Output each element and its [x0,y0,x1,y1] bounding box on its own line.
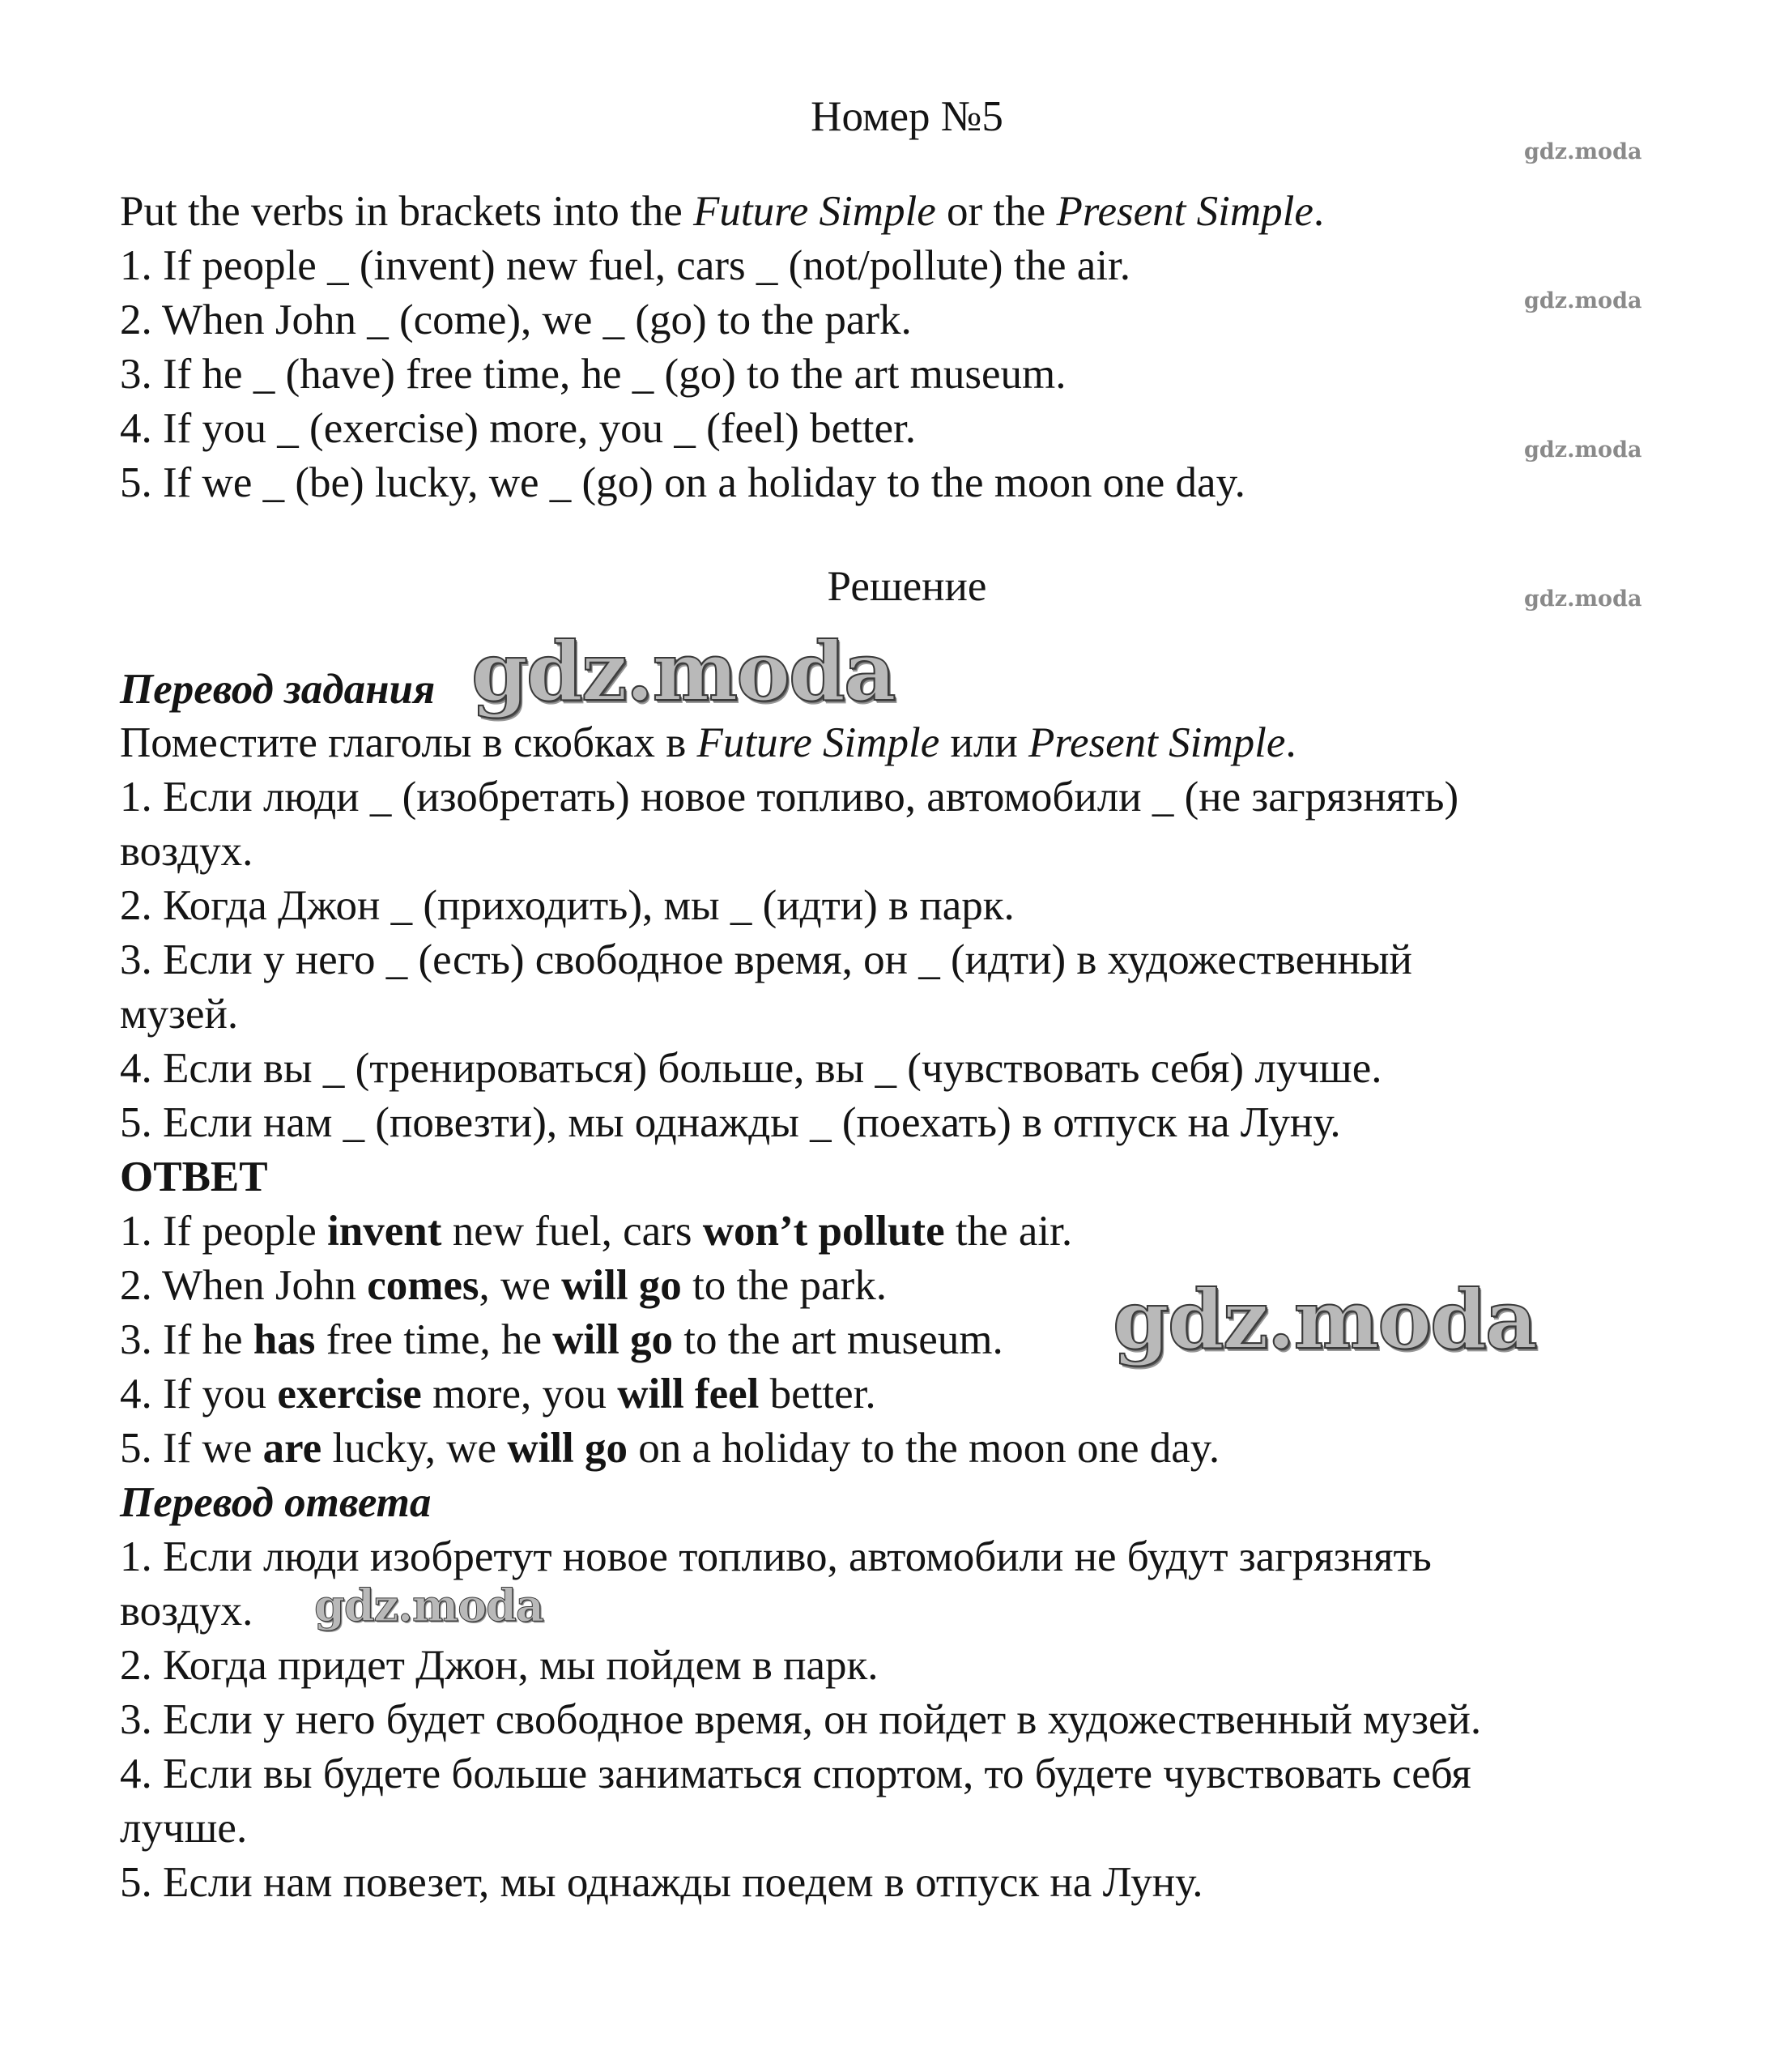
answer-item [120,1315,1003,1365]
page-title: Номер №5 [811,93,1003,140]
answer-item [120,1260,887,1311]
task-translation-line: 3. Если у него _ (есть) свободное время, он _ (идти) в художественный [120,936,1412,983]
task-translation-heading: Перевод задания [120,666,436,713]
answer-translation-line: лучше. [120,1805,248,1852]
answer-text: free time, he [315,1316,553,1363]
translation-intro-before: Поместите глаголы в скобках в [120,719,697,766]
answer-text: to the art museum. [672,1316,1003,1363]
answer-heading: ОТВЕТ [120,1153,268,1200]
task-intro-term1: Future Simple [693,188,936,235]
answer-verb: will go [552,1316,673,1363]
watermark-medium: gdz.moda [314,1580,543,1631]
answer-text: better. [759,1371,876,1418]
answer-translation-line: 5. Если нам повезет, мы однажды поедем в отпуск на Луну. [120,1859,1203,1906]
answer-item [120,1423,1220,1473]
watermark: gdz.moda [1524,288,1642,313]
watermark-large: gdz.moda [1113,1272,1536,1367]
answer-verb: won’t pollute [702,1208,945,1255]
answer-text: 2. When John [120,1262,368,1309]
task-translation-line: воздух. [120,828,253,875]
task-translation-line: 5. Если нам _ (повезти), мы однажды _ (поехать) в отпуск на Луну. [120,1099,1341,1146]
answer-verb: has [253,1316,316,1363]
answer-item [120,1369,876,1419]
task-translation-line: 2. Когда Джон _ (приходить), мы _ (идти) в парк. [120,882,1015,929]
answer-translation-line: 3. Если у него будет свободное время, он пойдет в художественный музей. [120,1696,1482,1743]
answer-text: 4. If you [120,1371,278,1418]
answer-text: , we [479,1262,562,1309]
answer-text: more, you [421,1371,618,1418]
task-translation-line: 1. Если люди _ (изобретать) новое топливо, автомобили _ (не загрязнять) [120,774,1459,821]
task-intro [120,186,1324,237]
watermark-large: gdz.moda [471,624,895,719]
answer-text: the air. [944,1208,1073,1255]
answer-text: 5. If we [120,1425,263,1472]
task-intro-after: . [1313,188,1325,235]
solution-heading: Решение [827,563,987,610]
answer-verb: exercise [277,1371,422,1418]
answer-text: to the park. [681,1262,887,1309]
answer-translation-line: воздух. [120,1588,253,1635]
task-item: 3. If he _ (have) free time, he _ (go) to the art museum. [120,351,1067,398]
answer-text: 3. If he [120,1316,253,1363]
answer-translation-line: 4. Если вы будете больше заниматься спортом, то будете чувствовать себя [120,1750,1471,1797]
translation-intro-middle: или [939,719,1028,766]
answer-text: 1. If people [120,1208,328,1255]
watermark: gdz.moda [1524,437,1642,463]
task-item: 5. If we _ (be) lucky, we _ (go) on a holiday to the moon one day. [120,459,1245,506]
answer-verb: will feel [617,1371,760,1418]
answer-item [120,1206,1072,1256]
answer-verb: comes [367,1262,479,1309]
task-translation-line: музей. [120,991,239,1038]
answer-text: on a holiday to the moon one day. [628,1425,1220,1472]
answer-translation-heading: Перевод ответа [120,1479,432,1526]
task-item: 4. If you _ (exercise) more, you _ (feel) better. [120,405,917,452]
answer-translation-line: 1. Если люди изобретут новое топливо, автомобили не будут загрязнять [120,1533,1432,1580]
task-intro-middle: or the [935,188,1057,235]
answer-text: new fuel, cars [441,1208,703,1255]
translation-intro-term2: Present Simple [1028,719,1286,766]
translation-intro-after: . [1285,719,1296,766]
task-item: 2. When John _ (come), we _ (go) to the park. [120,296,912,343]
task-translation-line: 4. Если вы _ (тренироваться) больше, вы _ (чувствовать себя) лучше. [120,1045,1382,1092]
task-item: 1. If people _ (invent) new fuel, cars _ (not/pollute) the air. [120,242,1131,289]
answer-verb: are [262,1425,322,1472]
answer-verb: invent [327,1208,442,1255]
task-intro-before: Put the verbs in brackets into the [120,188,693,235]
watermark: gdz.moda [1524,586,1642,612]
answer-verb: will go [561,1262,682,1309]
task-translation-intro [120,718,1296,768]
translation-intro-term1: Future Simple [696,719,940,766]
task-intro-term2: Present Simple [1056,188,1314,235]
answer-verb: will go [507,1425,628,1472]
answer-text: lucky, we [321,1425,508,1472]
watermark: gdz.moda [1524,139,1642,164]
answer-translation-line: 2. Когда придет Джон, мы пойдем в парк. [120,1642,879,1689]
